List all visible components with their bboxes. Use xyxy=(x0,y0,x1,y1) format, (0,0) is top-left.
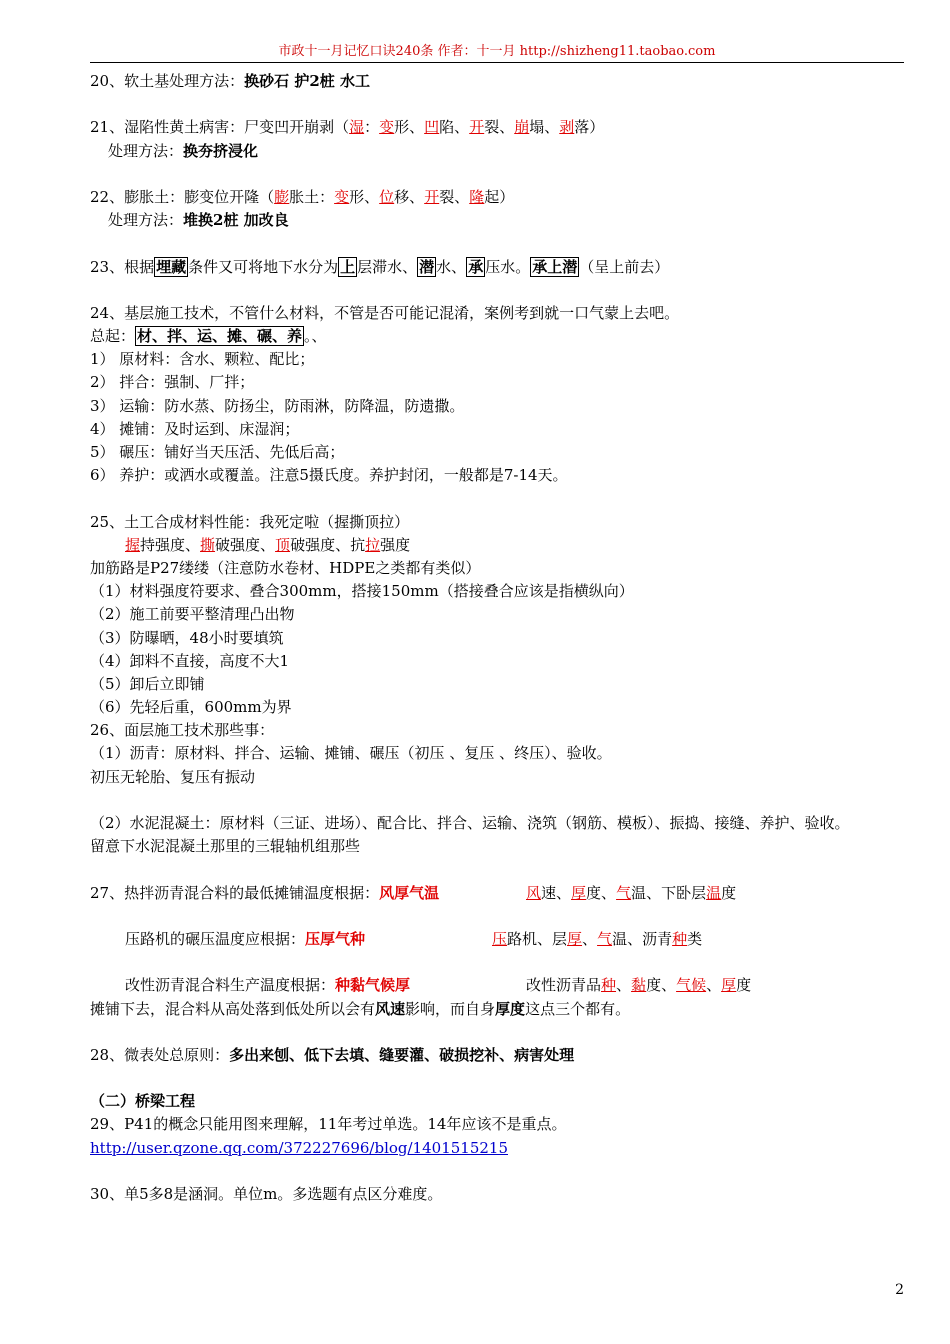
item-27-label: 压路机的碾压温度应根据： xyxy=(125,929,306,948)
summary-boxed: 材、拌、运、摊、碾、养 xyxy=(137,327,303,346)
item-22-text: 形、 xyxy=(349,187,380,206)
item-27-text: 度 xyxy=(736,976,752,995)
item-27-text: 摊铺下去，混合料从高处落到低处所以会有 xyxy=(90,999,376,1018)
list-item: （6）先轻后重，600mm为界 xyxy=(90,698,292,717)
list-item: 初压无轮胎、复压有振动 xyxy=(90,767,256,786)
item-23-boxed: 上 xyxy=(340,257,356,276)
item-27-text: 这点三个都有。 xyxy=(525,999,631,1018)
header-text: 市政十一月记忆口诀240条 作者：十一月 xyxy=(278,44,520,59)
list-item: 5） 碾压：铺好当天压活、先低后高； xyxy=(90,443,345,461)
item-25-text: 破强度、 xyxy=(215,535,276,554)
item-21-text: 塌、 xyxy=(529,118,560,137)
item-23-text: （呈上前去） xyxy=(579,257,670,276)
item-27-key-char: 气 xyxy=(597,929,613,948)
method-label: 处理方法： xyxy=(108,211,184,230)
list-item: 2） 拌合：强制、厂拌； xyxy=(90,373,255,392)
item-21-key: 凹 xyxy=(424,118,440,137)
item-23-boxed: 潜 xyxy=(419,257,435,276)
item-22-text: 裂、 xyxy=(439,187,470,206)
item-21 xyxy=(90,116,910,139)
item-23-text: 23、根据 xyxy=(90,257,155,276)
item-23-boxed: 埋藏 xyxy=(156,257,187,276)
item-25-text: 持强度、 xyxy=(140,535,201,554)
item-27-text: 、 xyxy=(706,976,722,995)
item-27-key: 风厚气温 xyxy=(379,883,440,902)
document-body xyxy=(90,70,910,1206)
item-23-text: 压水。 xyxy=(485,257,531,276)
item-27-key: 种黏气候厚 xyxy=(335,976,411,995)
item-21-text: 陷、 xyxy=(439,118,470,137)
item-22-text: 起） xyxy=(484,187,515,206)
item-27-bold: 风速 xyxy=(375,999,406,1018)
item-26-title: 26、面层施工技术那些事： xyxy=(90,721,275,740)
list-item: 1） 原材料：含水、颗粒、配比； xyxy=(90,350,315,369)
item-27-text: 度、 xyxy=(586,883,617,902)
item-25-note: 加筋路是P27缕缕（注意防水卷材、HDPE之类都有类似） xyxy=(90,558,481,577)
list-item: （5）卸后立即铺 xyxy=(90,674,205,693)
summary-end: 。、 xyxy=(304,327,327,346)
item-27-text: 、 xyxy=(616,976,632,995)
item-25-key: 顶 xyxy=(275,535,291,554)
item-27-bold: 厚度 xyxy=(495,999,526,1018)
item-27-key-char: 温 xyxy=(706,883,722,902)
item-27-row-1 xyxy=(90,882,910,905)
item-22-key: 开 xyxy=(424,187,440,206)
item-23-text: 水、 xyxy=(436,257,467,276)
item-27-text: 度、 xyxy=(646,976,677,995)
list-item: 3） 运输：防水蒸、防扬尘，防雨淋，防降温，防遗撒。 xyxy=(90,396,465,415)
method-label: 处理方法： xyxy=(108,141,184,160)
item-27-key-char: 压 xyxy=(492,929,508,948)
item-27-text: 度 xyxy=(721,883,737,902)
item-22 xyxy=(90,186,910,209)
item-21-method xyxy=(90,140,910,163)
item-23-text: 层滞水、 xyxy=(357,257,418,276)
item-22-method xyxy=(90,209,910,232)
item-21-text: ： xyxy=(364,118,380,137)
list-item: （1）沥青：原材料、拌合、运输、摊铺、碾压（初压 、复压 、终压）、验收。 xyxy=(90,744,612,763)
item-22-key: 变 xyxy=(334,187,350,206)
section-heading: （二）桥梁工程 xyxy=(90,1092,196,1111)
item-22-key: 隆 xyxy=(469,187,485,206)
item-27-key-char: 黏 xyxy=(631,976,647,995)
item-27-key-char: 气 xyxy=(616,883,632,902)
item-27-row-2 xyxy=(90,928,910,951)
method-answer: 堆换2桩 加改良 xyxy=(183,211,289,230)
item-27-key-char: 厚 xyxy=(571,883,587,902)
item-27-text: 改性沥青品 xyxy=(526,976,602,995)
item-20-label: 20、软土基处理方法： xyxy=(90,72,245,90)
item-27-text: 、 xyxy=(582,929,598,948)
page-number: 2 xyxy=(895,1282,904,1298)
item-27-text: 速、 xyxy=(541,883,572,902)
item-27-label: 27、热拌沥青混合料的最低摊铺温度根据： xyxy=(90,883,380,902)
item-21-text: 裂、 xyxy=(484,118,515,137)
item-21-key: 开 xyxy=(469,118,485,137)
item-27-explain xyxy=(526,882,736,905)
item-22-key: 膨 xyxy=(274,187,290,206)
item-27-text: 温、沥青 xyxy=(612,929,673,948)
item-27-explain xyxy=(492,928,702,951)
item-27-key-char: 厚 xyxy=(721,976,737,995)
list-item: （4）卸料不直接，高度不大1 xyxy=(90,651,290,670)
item-27-text: 类 xyxy=(687,929,703,948)
item-22-text: 22、膨胀土：膨变位开隆（ xyxy=(90,187,275,206)
item-21-key: 变 xyxy=(379,118,395,137)
item-24-intro: 24、基层施工技术，不管什么材料，不管是否可能记混淆，案例考到就一口气蒙上去吧。 xyxy=(90,303,680,322)
item-27-explain xyxy=(526,974,751,997)
item-27-text: 影响，而自身 xyxy=(405,999,496,1018)
list-item: （1）材料强度符要求、叠合300mm，搭接150mm（搭接叠合应该是指横纵向） xyxy=(90,582,634,601)
method-answer: 换夯挤浸化 xyxy=(183,141,259,160)
item-27-key-char: 种 xyxy=(672,929,688,948)
list-item: 留意下水泥混凝土那里的三辊轴机组那些 xyxy=(90,837,361,856)
item-23 xyxy=(90,256,910,279)
item-21-text: 落） xyxy=(574,118,605,137)
list-item: （3）防曝晒，48小时要填筑 xyxy=(90,628,284,647)
list-item: 6） 养护：或洒水或覆盖。注意5摄氏度。养护封闭，一般都是7-14天。 xyxy=(90,466,568,485)
item-27-label: 改性沥青混合料生产温度根据： xyxy=(125,976,336,995)
item-28-answer: 多出来刨、低下去填、缝要灌、破损挖补、病害处理 xyxy=(229,1045,575,1064)
item-25-key: 握 xyxy=(125,535,141,554)
item-29: 29、P41的概念只能用图来理解，11年考过单选。14年应该不是重点。 xyxy=(90,1115,567,1134)
item-22-key: 位 xyxy=(379,187,395,206)
item-21-key: 剥 xyxy=(559,118,575,137)
item-25-keys xyxy=(90,534,910,557)
item-27-key: 压厚气种 xyxy=(305,929,366,948)
item-25-text: 强度 xyxy=(380,535,411,554)
item-25-key: 撕 xyxy=(200,535,216,554)
item-20 xyxy=(90,70,910,93)
blog-link[interactable]: http://user.qzone.qq.com/372227696/blog/1401515215 xyxy=(90,1138,508,1157)
item-27-text: 路机、层 xyxy=(507,929,568,948)
item-25-text: 破强度、抗 xyxy=(290,535,366,554)
item-22-text: 移、 xyxy=(394,187,425,206)
item-22-text: 胀土： xyxy=(289,187,335,206)
item-27-note xyxy=(90,998,910,1021)
item-20-answer: 换砂石 护2桩 水工 xyxy=(244,72,370,90)
item-21-key: 湿 xyxy=(349,118,365,137)
item-25-title: 25、土工合成材料性能：我死定啦（握撕顶拉） xyxy=(90,512,410,531)
item-27-key-char: 气候 xyxy=(676,976,707,995)
item-27-key-char: 风 xyxy=(526,883,542,902)
header-link[interactable]: http://shizheng11.taobao.com xyxy=(519,44,716,59)
item-27-text: 温、下卧层 xyxy=(631,883,707,902)
list-item: 4） 摊铺：及时运到、床湿润； xyxy=(90,419,300,438)
item-21-text: 21、湿陷性黄土病害：尸变凹开崩剥（ xyxy=(90,118,350,137)
page-header xyxy=(90,43,904,63)
item-21-text: 形、 xyxy=(394,118,425,137)
item-27-key-char: 种 xyxy=(601,976,617,995)
item-24-summary xyxy=(90,325,910,348)
summary-label: 总起： xyxy=(90,327,136,346)
item-28 xyxy=(90,1044,910,1067)
item-28-label: 28、微表处总原则： xyxy=(90,1045,230,1064)
item-27-row-3 xyxy=(90,974,910,997)
item-23-boxed: 承上潜 xyxy=(532,257,578,276)
list-item: （2）施工前要平整清理凸出物 xyxy=(90,605,295,624)
item-25-key: 拉 xyxy=(365,535,381,554)
item-21-key: 崩 xyxy=(514,118,530,137)
item-30: 30、单5多8是涵洞。单位m。多选题有点区分难度。 xyxy=(90,1185,443,1203)
item-27-key-char: 厚 xyxy=(567,929,583,948)
item-23-boxed: 承 xyxy=(468,257,484,276)
item-23-text: 条件又可将地下水分为 xyxy=(188,257,339,276)
list-item: （2）水泥混凝土：原材料（三证、进场）、配合比、拌合、运输、浇筑（钢筋、模板）、振捣、接缝、养护、验收。 xyxy=(90,814,850,832)
